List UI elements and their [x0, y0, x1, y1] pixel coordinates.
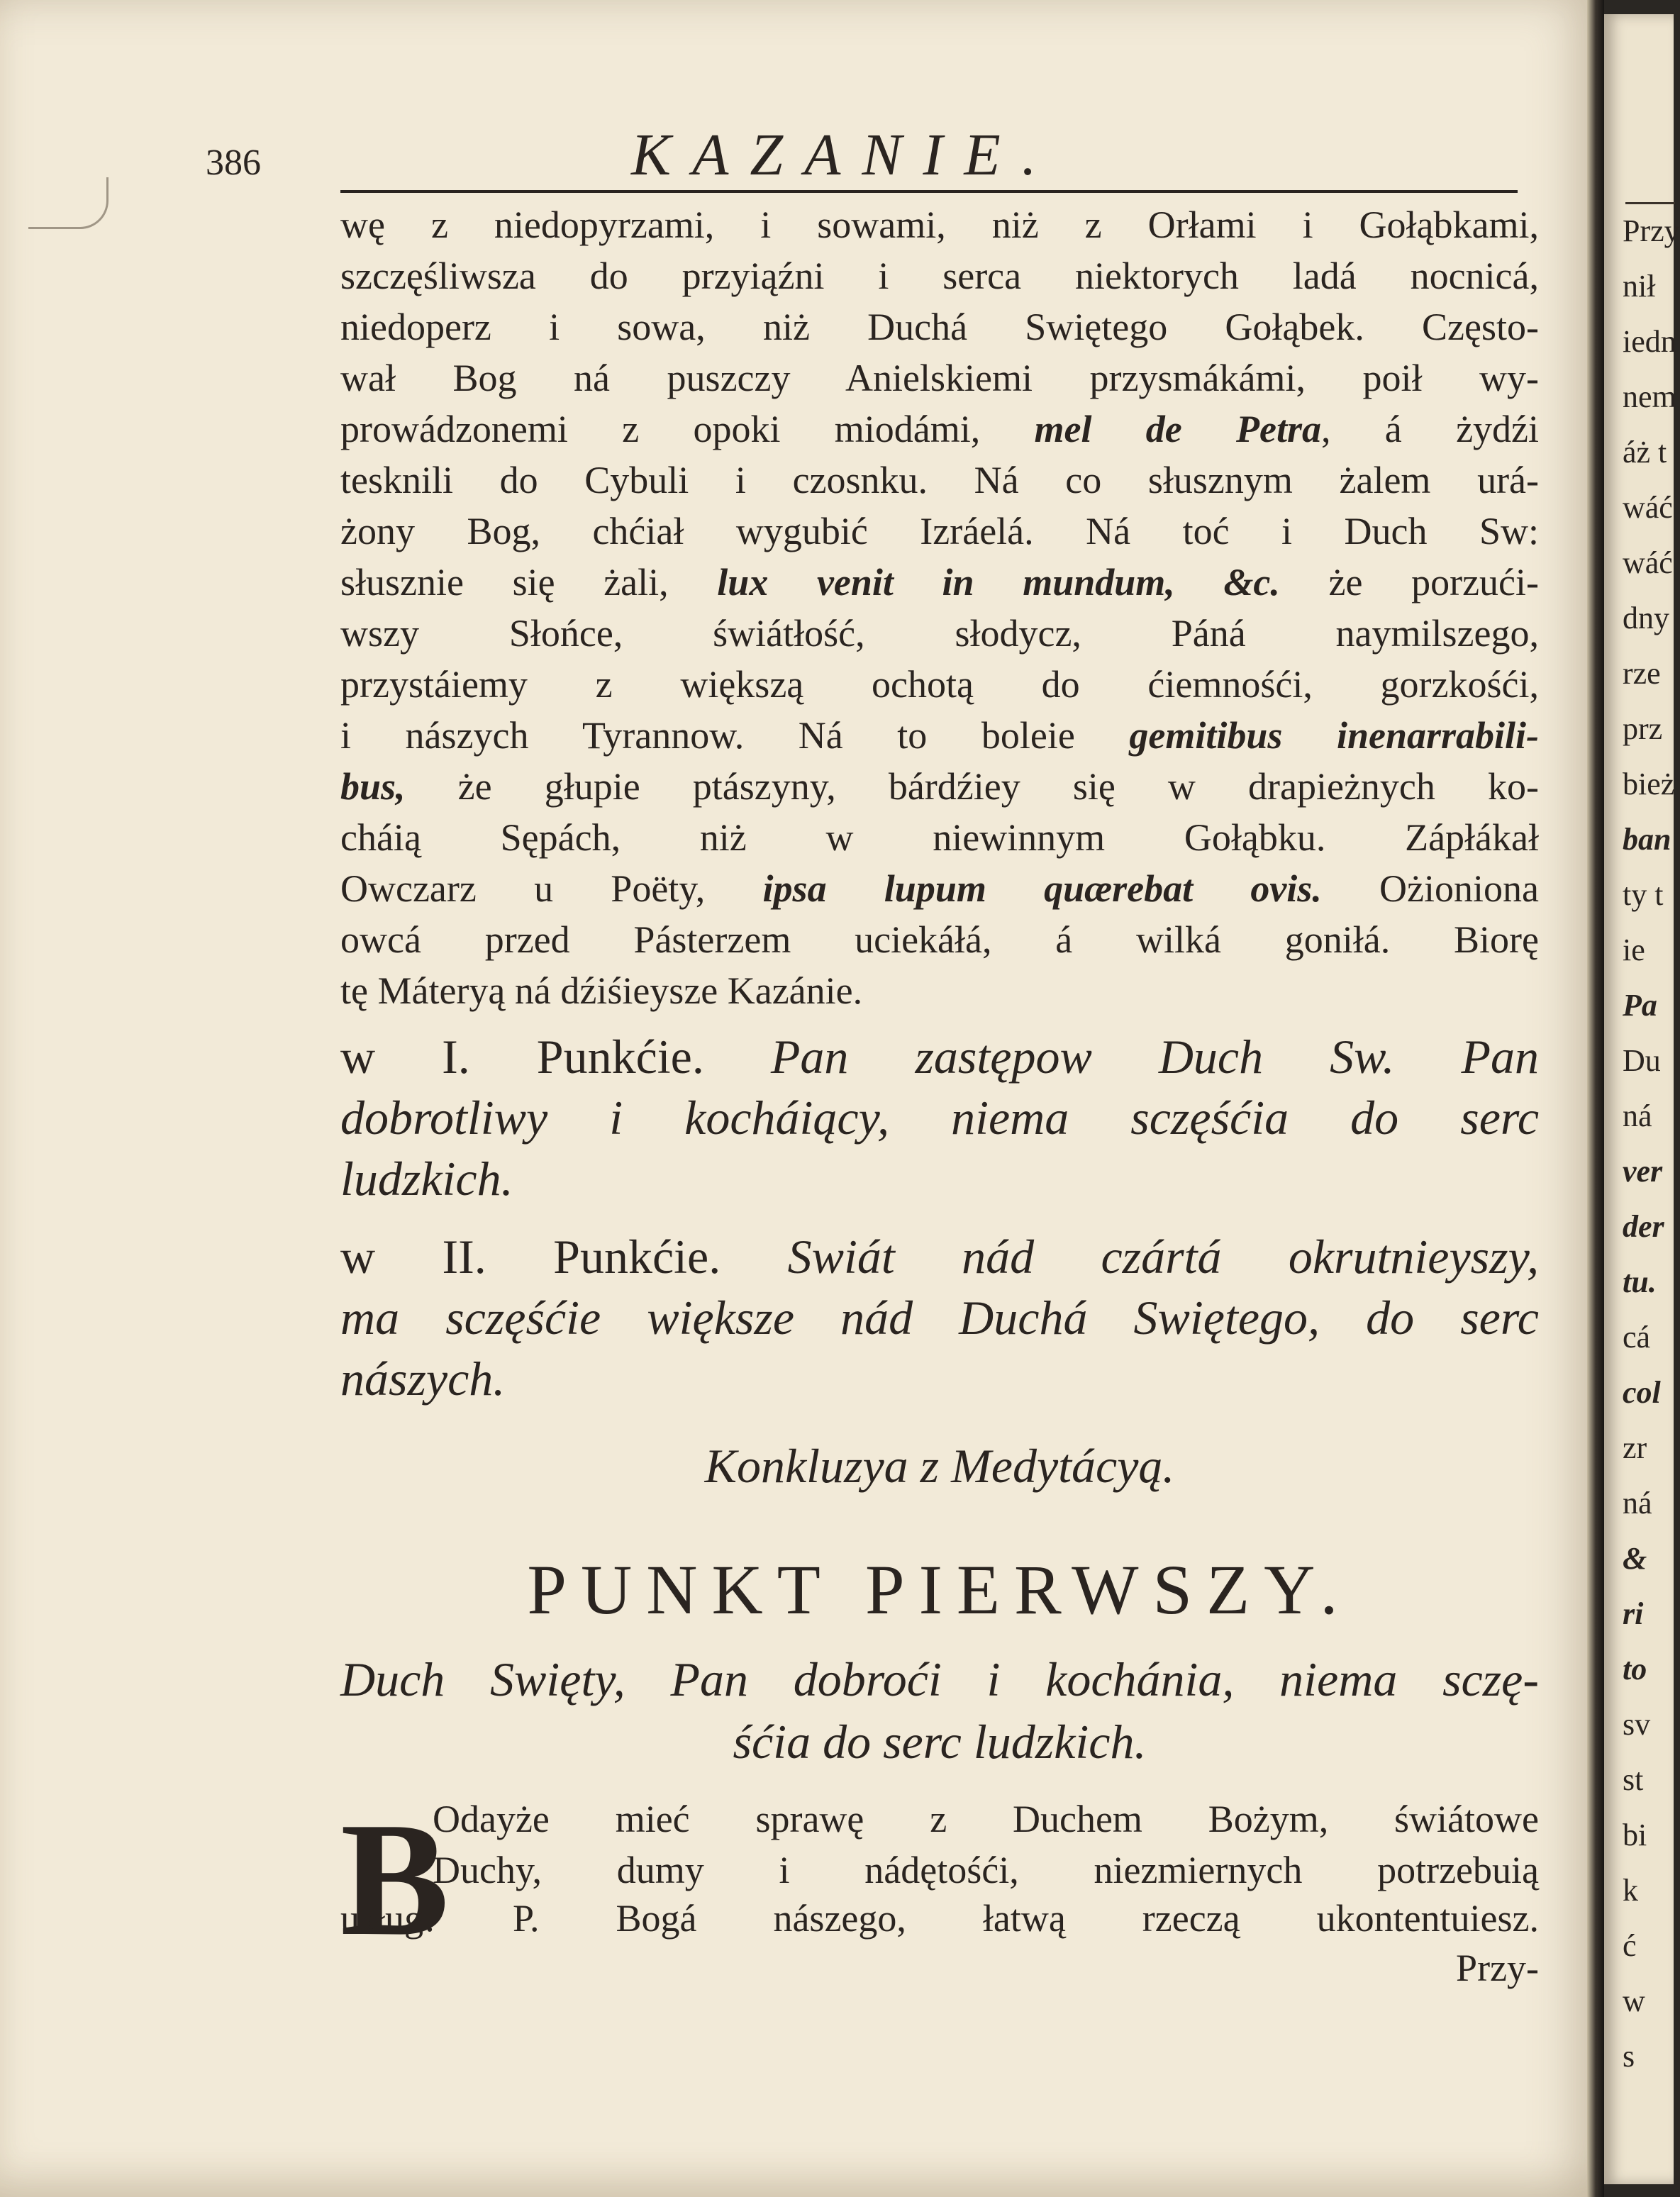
facing-page-line: ná — [1623, 1098, 1652, 1133]
subheading-line: Duch Swięty, Pan dobroći i kochánia, niema sczę- — [340, 1652, 1539, 1706]
page-header — [206, 121, 1525, 188]
body-text — [340, 200, 1539, 1051]
facing-page-line: ć — [1623, 1928, 1637, 1963]
facing-page-line: tu. — [1623, 1264, 1657, 1299]
facing-page-line: rze — [1623, 656, 1661, 691]
facing-page-line: s — [1623, 2039, 1635, 2074]
facing-page — [1604, 14, 1680, 2184]
facing-page-line: ná — [1623, 1486, 1652, 1520]
point-line: w II. Punkćie. Swiát nád czártá okrutnieyszy, — [340, 1230, 1539, 1284]
dropcap-letter: B — [340, 1789, 450, 1969]
facing-page-line: wáć — [1623, 490, 1673, 525]
facing-page-line: ver — [1623, 1154, 1663, 1189]
facing-page-line: bież — [1623, 767, 1675, 801]
conclusion-title: Konkluzya z Medytácyą. — [704, 1439, 1175, 1493]
facing-page-line: Du — [1623, 1043, 1661, 1078]
text-line: słusznie się żali, lux venit in mundum, &c. że porzući- — [340, 561, 1539, 604]
facing-page-line: nem — [1623, 379, 1676, 414]
text-line: owcá przed Pásterzem uciekáłá, á wilká goniłá. Biorę — [340, 918, 1539, 961]
page-number: 386 — [206, 143, 261, 183]
section-subheading — [340, 1650, 1539, 1777]
text-line: wał Bog ná puszczy Anielskiemi przysmákámi, poił wy- — [340, 357, 1539, 399]
text-line: wszy Słońce, świátłość, słodycz, Páná naymilszego, — [340, 612, 1539, 655]
text-line: niedoperz i sowa, niż Duchá Swiętego Gołąbek. Często- — [340, 306, 1539, 348]
facing-page-line: prz — [1623, 711, 1663, 746]
paragraph-continuation — [340, 1893, 1539, 1950]
text-line: i nászych Tyrannow. Ná to boleie gemitibus inenarrabili- — [340, 714, 1539, 757]
point-line: nászych. — [340, 1352, 506, 1406]
text-line: bus, że głupie ptászyny, bárdźiey się w drapieżnych ko- — [340, 765, 1539, 808]
point-line: w I. Punkćie. Pan zastępow Duch Sw. Pan — [340, 1030, 1539, 1084]
facing-page-line: Pa — [1623, 988, 1657, 1023]
text-line: szczęśliwsza do przyiąźni i serca niektorych ladá nocnicá, — [340, 255, 1539, 297]
subheading-line: śćia do serc ludzkich. — [733, 1715, 1147, 1769]
facing-page-line: ie — [1623, 933, 1645, 967]
facing-page-line: zr — [1623, 1430, 1647, 1465]
facing-page-line: cá — [1623, 1320, 1651, 1355]
running-title: KAZANIE. — [631, 122, 1058, 188]
catchword: Przy- — [1456, 1947, 1539, 1989]
facing-page-line: ty t — [1623, 877, 1664, 912]
dropcap-text-line: Duchy, dumy i nádętośći, niezmiernych potrzebuią — [433, 1849, 1539, 1891]
facing-page-rule — [1625, 202, 1675, 204]
facing-page-line: wáć — [1623, 545, 1673, 580]
catchword-block — [340, 1943, 1539, 2000]
point-line: ma sczęśćie większe nád Duchá Swiętego, do serc — [340, 1291, 1539, 1345]
facing-page-line: áż t — [1623, 435, 1667, 469]
text-line: cháią Sępách, niż w niewinnym Gołąbku. Zápłákał — [340, 816, 1539, 859]
section-heading-block — [340, 1547, 1539, 1647]
text-line: tesknili do Cybuli i czosnku. Ná co słusznym żalem urá- — [340, 459, 1539, 501]
facing-page-line: bi — [1623, 1818, 1647, 1852]
point-line: ludzkich. — [340, 1152, 513, 1206]
facing-page-line: Przy — [1623, 213, 1680, 248]
section-heading: PUNKT PIERWSZY. — [527, 1550, 1352, 1629]
text-line: wę z niedopyrzami, i sowami, niż z Orłami i Gołąbkami, — [340, 204, 1539, 246]
book-gutter — [1587, 0, 1604, 2197]
margin-mark — [28, 177, 109, 229]
sermon-points — [340, 1027, 1539, 1406]
text-line: usług! P. Bogá nászego, łatwą rzeczą ukontentuiesz. — [340, 1897, 1539, 1940]
facing-page-line: col — [1623, 1375, 1661, 1410]
facing-page-line: ri — [1623, 1596, 1644, 1631]
facing-page-line: nił — [1623, 269, 1656, 304]
facing-page-line: st — [1623, 1762, 1644, 1797]
conclusion-block — [340, 1436, 1539, 1507]
text-line: przystáiemy z większą ochotą do ćiemnośći, gorzkośći, — [340, 663, 1539, 706]
dropcap-text-line: Odayże mieć sprawę z Duchem Bożym, świátowe — [433, 1798, 1539, 1840]
text-line: żony Bog, chćiał wygubić Izráelá. Ná toć i Duch Sw: — [340, 510, 1539, 552]
text-line: Owczarz u Poëty, ipsa lupum quærebat ovis. Ożioniona — [340, 867, 1539, 910]
facing-page-line: w — [1623, 1984, 1645, 2018]
facing-page-line: dny — [1623, 601, 1669, 635]
facing-page-line: sv — [1623, 1707, 1651, 1742]
text-line: tę Máteryą ná dźiśieysze Kazánie. — [340, 969, 863, 1012]
text-line: prowádzonemi z opoki miodámi, mel de Petra, á żydźi — [340, 408, 1540, 450]
facing-page-line: to — [1623, 1652, 1647, 1686]
header-rule — [340, 190, 1518, 193]
point-line: dobrotliwy i kocháiący, niema sczęśćia do serc — [340, 1091, 1539, 1145]
facing-page-line: ban — [1623, 822, 1671, 857]
facing-page-line: k — [1623, 1873, 1638, 1908]
facing-page-line: & — [1623, 1541, 1647, 1576]
facing-page-line: iedn — [1623, 324, 1676, 359]
facing-page-line: der — [1623, 1209, 1664, 1244]
